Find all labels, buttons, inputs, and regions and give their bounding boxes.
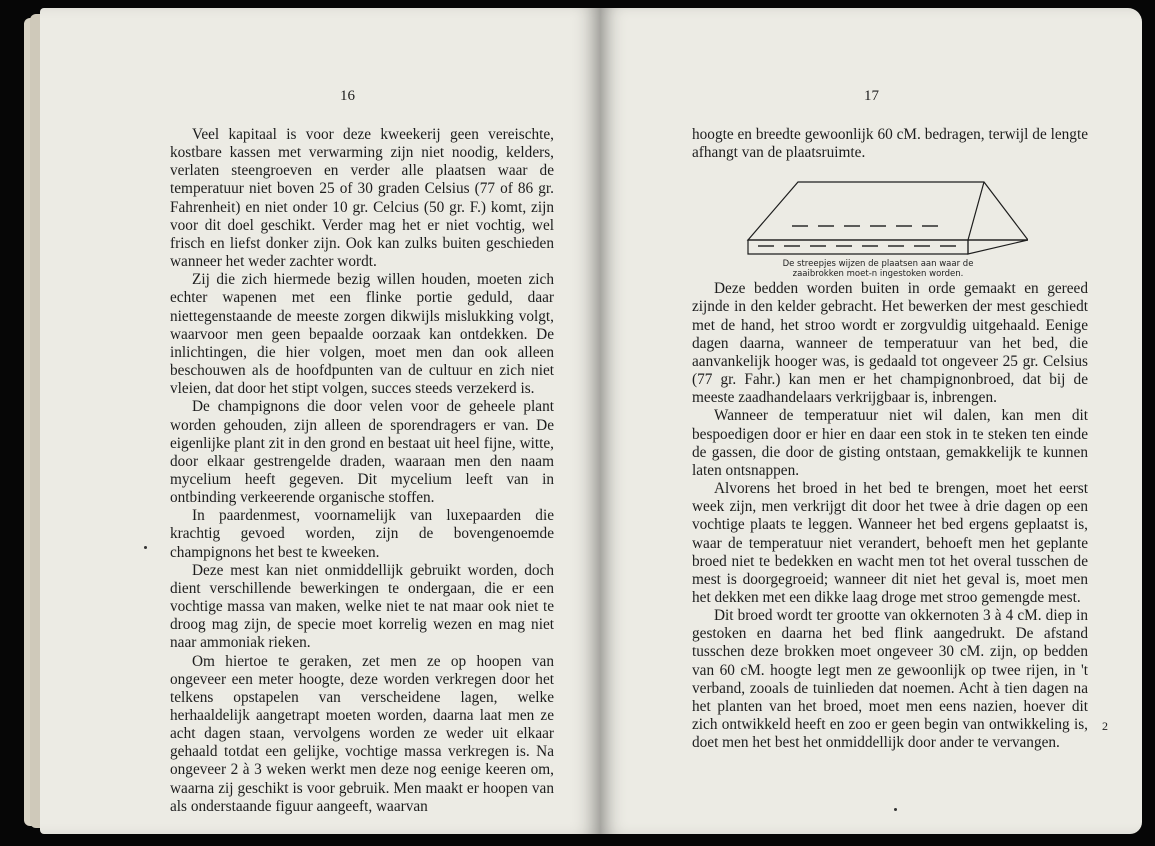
figure-caption [728, 259, 1028, 279]
speck [894, 808, 897, 811]
paragraph: Veel kapitaal is voor deze kweekerij geen vereischte, kostbare kassen met verwarming zijn niet noodig, kelders, verlaten steengroeven en verder alle plaatsen waar de temperatuur niet boven 25 of 30 graden Celsius (77 of 86 gr. Fahrenheit) en niet onder 10 gr. Celcius (50 gr. F.) komt, zijn voor dit doel geschikt. Verder mag het er niet vochtig, wel frisch en liefst donker zijn. Ook kan zulks buiten geschieden wanneer het weder zachter wordt. [170, 126, 554, 271]
signature-mark: 2 [1102, 719, 1108, 733]
bed-front-face [748, 240, 968, 254]
bed-top-face [748, 182, 1028, 240]
bed-edge [968, 182, 984, 240]
page-number: 16 [340, 88, 355, 104]
paragraph: In paardenmest, voornamelijk van luxepaarden die krachtig gevoed worden, zijn de bovengenoemde champignons het best te kweeken. [170, 507, 554, 561]
paragraph: Deze mest kan niet onmiddellijk gebruikt worden, doch dient verschillende bewerkingen te ondergaan, die er een vochtige massa van maken, welke niet te nat maar ook niet te droog mag zijn, de specie moet korrelig wezen en mag niet naar ammoniak rieken. [170, 561, 554, 652]
right-page-text [692, 126, 1088, 752]
paragraph: Wanneer de temperatuur niet wil dalen, kan men dit bespoedigen door er hier en daar een stok in te steken ten einde de gassen, die door de gisting ontstaan, gemakkelijk te kunnen laten ontsnappen. [692, 407, 1088, 479]
open-book [22, 8, 1142, 834]
left-page-text [170, 126, 554, 816]
paragraph: Om hiertoe te geraken, zet men ze op hoopen van ongeveer een meter hoogte, deze worden verkregen door het telkens opstapelen van verscheidene lagen, welke herhaaldelijk aangetrapt moeten worden, daarna laat men ze acht dagen staan, vervolgens worden ze weder uit elkaar gehaald totdat een gelijke, vochtige massa verkregen is. Na ongeveer 2 à 3 weken werkt men deze nog eenige keeren om, waarna zij geschikt is voor gebruik. Men maakt er hoopen van als onderstaande figuur aangeeft, waarvan [170, 652, 554, 815]
paragraph: hoogte en breedte gewoonlijk 60 cM. bedragen, terwijl de lengte afhangt van de plaatsruimte. [692, 126, 1088, 162]
paragraph: De champignons die door velen voor de geheele plant worden gehouden, zijn alleen de sporendragers er van. De eigenlijke plant zit in den grond en bestaat uit heel fijne, witte, door elkaar gestrengelde draden, waaraan men den naam mycelium heeft gegeven. Dit mycelium leeft van in ontbinding verkeerende organische stoffen. [170, 398, 554, 507]
bed-end-face [968, 240, 1028, 254]
left-page [40, 8, 600, 834]
paragraph: Alvorens het broed in het bed te brengen, moet het eerst week zijn, men verkrijgt dit door het twee à drie dagen op een vochtige plaats te leggen. Wanneer het bed ergens geplaatst is, waar de temperatuur niet verandert, behoeft men het geplante broed niet te bedekken en wacht men tot het overal tusschen de mest is doorgegroeid; wanneer dit niet het geval is, moet men het dekken met een dikke laag droge met stroo gemengde mest. [692, 480, 1088, 606]
caption-line: De streepjes wijzen de plaatsen aan waar de [782, 259, 974, 270]
right-page [600, 8, 1142, 834]
paragraph: Dit broed wordt ter grootte van okkernoten 3 à 4 cM. diep in gestoken en daarna het bed flink aangedrukt. De afstand tusschen deze brokken moet ongeveer 30 cM. zijn, op bedden van 60 cM. hoogte legt men ze gewoonlijk op twee rijen, in 't verband, zooals de tuinlieden dat noemen. Acht à tien dagen na het planten van het broed, moet men eens nazien, hoever dit zich ontwikkeld heeft en zoo er geen begin van ontwikkeling is, doet men het best het onmiddellijk door ander te vervangen. [692, 607, 1088, 752]
compost-bed-figure [728, 166, 1028, 280]
paragraph: Deze bedden worden buiten in orde gemaakt en gereed zijnde in den kelder gebracht. Het bewerken der mest geschiedt met de hand, het stroo wordt er zorgvuldig uitgehaald. Eenige dagen daarna, wanneer de temperatuur van het bed, die aanvankelijk hooger was, is gedaald tot ongeveer 25 gr. Celsius (77 gr. Fahr.) kan men er het champignonbroed, dat bij de meeste zaadhandelaars verkrijgbaar is, inbrengen. [692, 280, 1088, 407]
speck [144, 546, 147, 549]
paragraph: Zij die zich hiermede bezig willen houden, moeten zich echter wapenen met een flinke portie geduld, daar niettegenstaande de meeste zorgen dikwijls mislukking volgt, waarvoor men geen bepaalde oorzaak kan ontdekken. De inlichtingen, die hier volgen, moet men dan ook alleen beschouwen als de hoofdpunten van de cultuur en zich niet vleien, dat door het stipt volgen, succes steeds verzekerd is. [170, 271, 554, 398]
caption-line: zaaibrokken moet-n ingestoken worden. [792, 269, 964, 280]
page-number: 17 [864, 88, 879, 104]
